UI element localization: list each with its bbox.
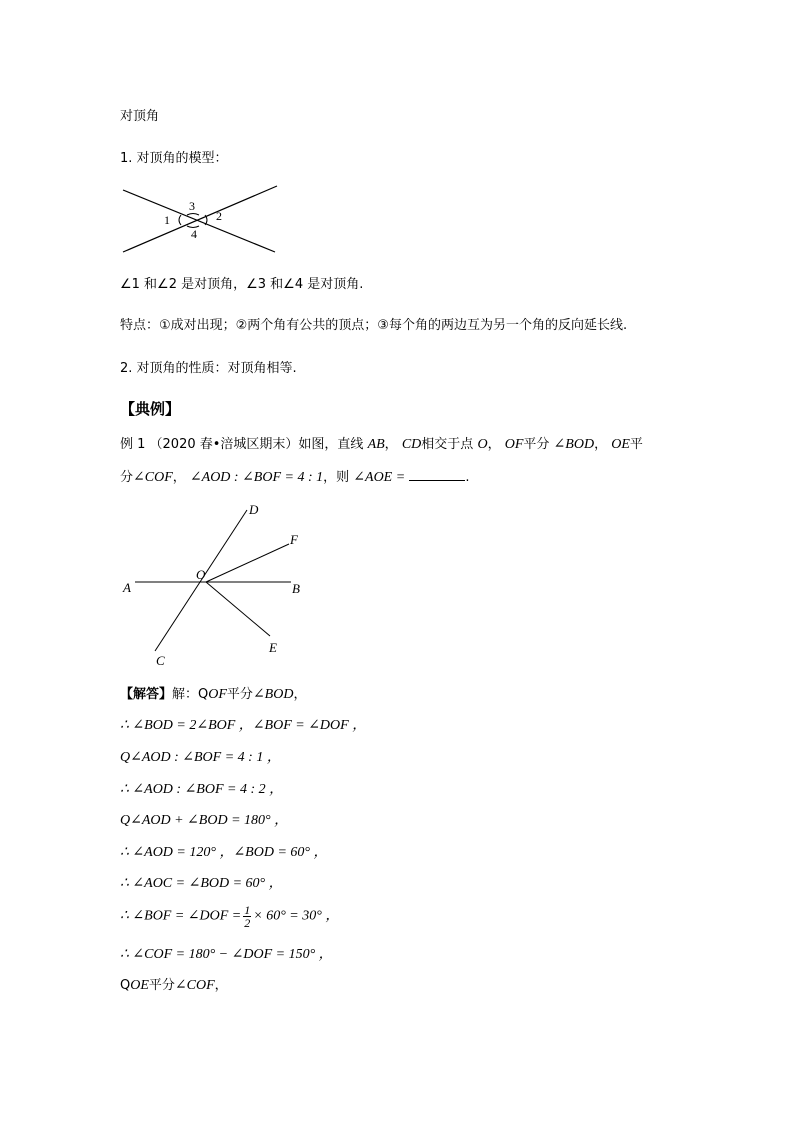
solution-line-9: QOE平分∠COF， bbox=[120, 978, 228, 993]
solution-line-2: Q∠AOD : ∠BOF = 4 : 1 ， bbox=[120, 750, 281, 765]
vertical-angles-diagram bbox=[115, 182, 285, 260]
intersecting-lines-diagram bbox=[115, 498, 315, 673]
section-heading-model: 1. 对顶角的模型： bbox=[120, 151, 228, 166]
math-BOD: ∠BOD bbox=[553, 437, 595, 452]
solution-line-1: ∴ ∠BOD = 2∠BOF ，∠BOF = ∠DOF ， bbox=[120, 718, 367, 733]
angle-label-2: 2 bbox=[216, 209, 222, 223]
features-text: 特点：①成对出现；②两个角有公共的顶点；③每个角的两边互为另一个角的反向延长线. bbox=[120, 318, 628, 333]
example-intro: 例 1 （2020 春•涪城区期末）如图，直线 bbox=[120, 437, 364, 452]
math-CD: CD bbox=[401, 437, 422, 452]
angle-label-4: 4 bbox=[191, 227, 197, 241]
solution-label: 【解答】 bbox=[120, 687, 173, 702]
math-O: O bbox=[477, 437, 488, 452]
fraction-one-half: $\frac{1}{2}$ bbox=[244, 903, 251, 930]
point-D: D bbox=[249, 502, 259, 517]
angle-label-1: 1 bbox=[164, 213, 170, 227]
point-B: B bbox=[292, 581, 300, 596]
solution-line-6: ∴ ∠AOC = ∠BOD = 60° ， bbox=[120, 876, 283, 891]
solution-line-0: 【解答】解：QOF平分∠BOD， bbox=[120, 687, 307, 702]
math-OF: OF bbox=[504, 437, 524, 452]
example-line-2: 分∠COF， ∠AOD : ∠BOF = 4 : 1，则 ∠AOE = . bbox=[120, 470, 470, 485]
math-AOE: ∠AOE = bbox=[353, 470, 406, 485]
math-OE: OE bbox=[611, 437, 630, 452]
example-heading: 【典例】 bbox=[120, 400, 181, 418]
point-O: O bbox=[196, 567, 206, 582]
solution-line-8: ∴ ∠COF = 180° − ∠DOF = 150° ， bbox=[120, 947, 333, 962]
section-heading-property: 2. 对顶角的性质：对顶角相等. bbox=[120, 361, 297, 376]
solution-line-7: ∴ ∠BOF = ∠DOF = $\frac{1}{2}$ × 60° = 30° ， bbox=[120, 903, 340, 930]
example-line-1: 例 1 （2020 春•涪城区期末）如图，直线 AB， CD相交于点 O， OF平分 ∠BOD， OE平 bbox=[120, 437, 643, 452]
solution-line-3: ∴ ∠AOD : ∠BOF = 4 : 2 ， bbox=[120, 782, 284, 797]
math-ratio: ∠AOD : ∠BOF = 4 : 1 bbox=[189, 470, 324, 485]
point-A: A bbox=[123, 580, 131, 595]
point-F: F bbox=[290, 532, 298, 547]
solution-line-4: Q∠AOD + ∠BOD = 180° ， bbox=[120, 813, 289, 828]
statement-text: ∠1 和∠2 是对顶角，∠3 和∠4 是对顶角. bbox=[120, 277, 364, 292]
point-C: C bbox=[156, 653, 165, 668]
solution-line-5: ∴ ∠AOD = 120° ，∠BOD = 60° ， bbox=[120, 845, 328, 860]
math-COF: ∠COF bbox=[133, 470, 173, 485]
point-E: E bbox=[269, 640, 277, 655]
math-AB: AB bbox=[367, 437, 385, 452]
section-title: 对顶角 bbox=[120, 109, 160, 124]
angle-label-3: 3 bbox=[189, 199, 195, 213]
answer-blank bbox=[409, 468, 465, 481]
